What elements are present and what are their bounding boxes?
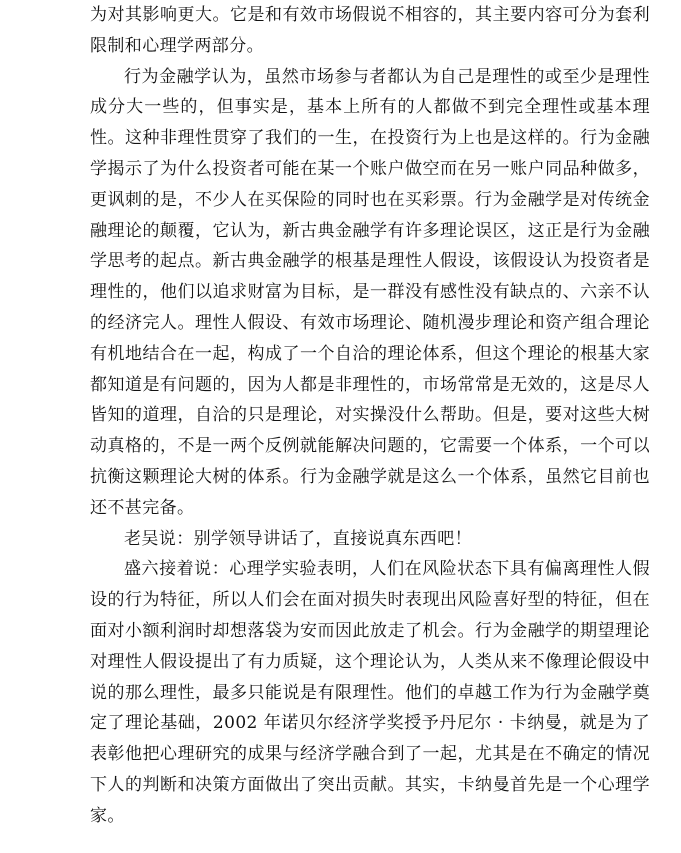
page-text xyxy=(90,0,650,832)
paragraph-continued: 为对其影响更大。它是和有效市场假说不相容的，其主要内容可分为套利限制和心理学两部分。 xyxy=(90,5,650,56)
paragraph-shengliu-dialogue: 盛六接着说：心理学实验表明，人们在风险状态下具有偏离理性人假设的行为特征，所以人们会在面对损失时表现出风险喜好型的特征，但在面对小额利润时却想落袋为安而因此放走了机会。行为金融学的期望理论对理性人假设提出了有力质疑，这个理论认为，人类从来不像理论假设中说的那么理性，最多只能说是有限理性。他们的卓越工作为行为金融学奠定了理论基础，2002 年诺贝尔经济学奖授予丹尼尔 · 卡纳曼，就是为了表彰他把心理研究的成果与经济学融合到了一起，尤其是在不确定的情况下人的判断和决策方面做出了突出贡献。其实，卡纳曼首先是一个心理学家。 xyxy=(90,559,650,826)
paragraph-behavioral-finance: 行为金融学认为，虽然市场参与者都认为自己是理性的或至少是理性成分大一些的，但事实是，基本上所有的人都做不到完全理性或基本理性。这种非理性贯穿了我们的一生，在投资行为上也是这样的。行为金融学揭示了为什么投资者可能在某一个账户做空而在另一账户同品种做多，更讽刺的是，不少人在买保险的同时也在买彩票。行为金融学是对传统金融理论的颠覆，它认为，新古典金融学有许多理论误区，这正是行为金融学思考的起点。新古典金融学的根基是理性人假设，该假设认为投资者是理性的，他们以追求财富为目标，是一群没有感性没有缺点的、六亲不认的经济完人。理性人假设、有效市场理论、随机漫步理论和资产组合理论有机地结合在一起，构成了一个自洽的理论体系，但这个理论的根基大家都知道是有问题的，因为人都是非理性的，市场常常是无效的，这是尽人皆知的道理，自洽的只是理论，对实操没什么帮助。但是，要对这些大树动真格的，不是一两个反例就能解决问题的，它需要一个体系，一个可以抗衡这颗理论大树的体系。行为金融学就是这么一个体系，虽然它目前也还不甚完备。 xyxy=(90,66,650,518)
paragraph-laowu-dialogue: 老吴说：别学领导讲话了，直接说真东西吧！ xyxy=(124,528,472,549)
